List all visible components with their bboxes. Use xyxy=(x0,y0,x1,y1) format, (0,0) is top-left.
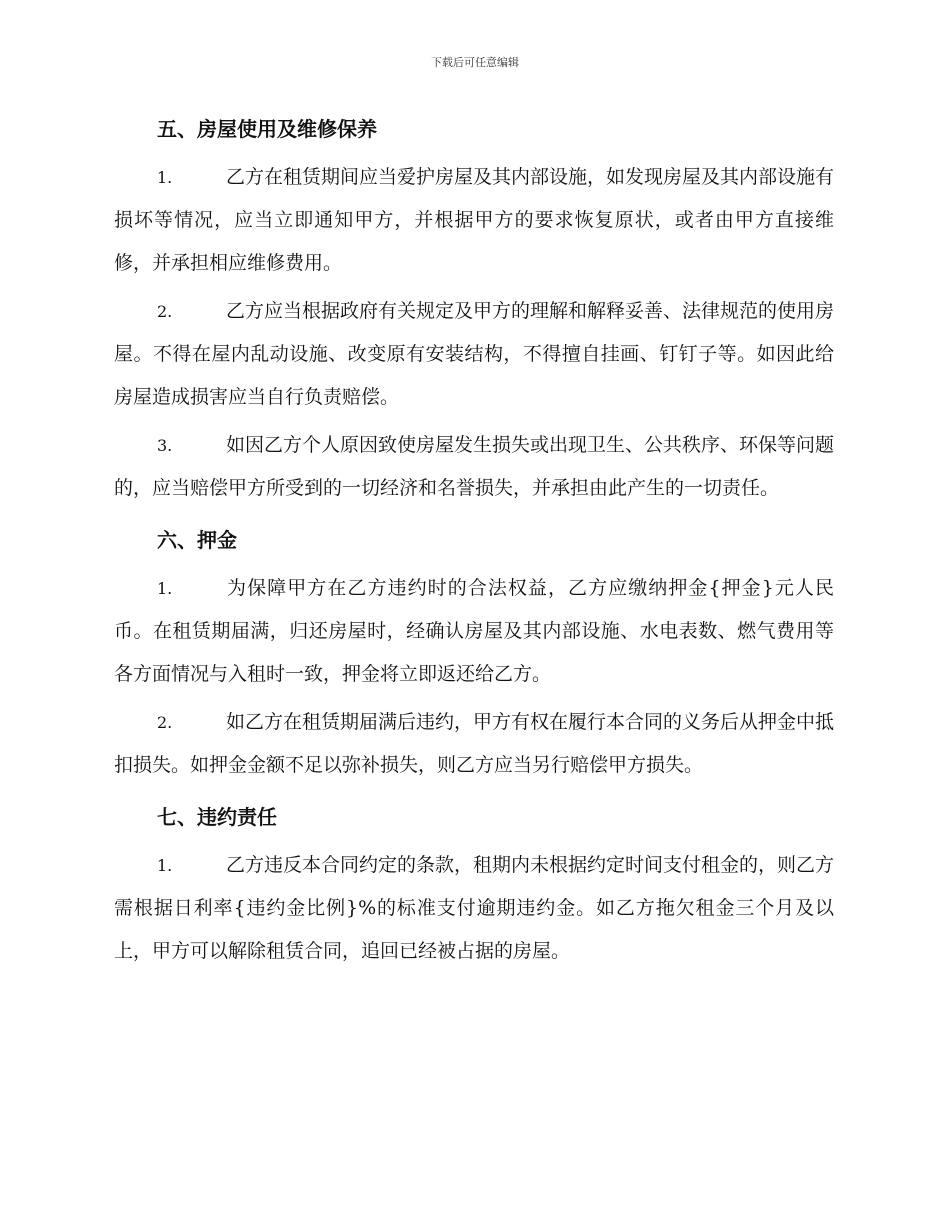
section-deposit xyxy=(114,519,834,787)
clause-paragraph xyxy=(114,424,834,510)
page-header: 下载后可任意编辑 xyxy=(431,56,519,69)
clause-text: 乙方应当根据政府有关规定及甲方的理解和解释妥善、法律规范的使用房屋。不得在屋内乱动设施、改变原有安装结构，不得擅自挂画、钉钉子等。如因此给房屋造成损害应当自行负责赔偿。 xyxy=(114,300,835,408)
section-heading: 五、房屋使用及维修保养 xyxy=(157,117,377,141)
clause-number: 3. xyxy=(157,436,173,455)
clause-number: 1. xyxy=(157,168,173,187)
clause-text: 乙方在租赁期间应当爱护房屋及其内部设施，如发现房屋及其内部设施有损坏等情况，应当立即通知甲方，并根据甲方的要求恢复原状，或者由甲方直接维修，并承担相应维修费用。 xyxy=(114,166,835,274)
section-heading: 六、押金 xyxy=(157,528,237,552)
clause-paragraph xyxy=(114,290,834,419)
clause-number: 2. xyxy=(157,713,173,732)
clause-number: 2. xyxy=(157,302,173,321)
section-breach-liability xyxy=(114,796,834,973)
clause-text: 乙方违反本合同约定的条款，租期内未根据约定时间支付租金的，则乙方需根据日利率{违约金比例}%的标准支付逾期违约金。如乙方拖欠租金三个月及以上，甲方可以解除租赁合同，追回已经被占据的房屋。 xyxy=(114,854,835,962)
clause-paragraph xyxy=(114,156,834,285)
clause-text: 如乙方在租赁期届满后违约，甲方有权在履行本合同的义务后从押金中抵扣损失。如押金金额不足以弥补损失，则乙方应当另行赔偿甲方损失。 xyxy=(114,711,835,776)
clause-text: 如因乙方个人原因致使房屋发生损失或出现卫生、公共秩序、环保等问题的，应当赔偿甲方所受到的一切经济和名誉损失，并承担由此产生的一切责任。 xyxy=(114,434,835,499)
document-body xyxy=(114,108,834,978)
clause-paragraph xyxy=(114,567,834,696)
clause-paragraph xyxy=(114,844,834,973)
section-heading: 七、违约责任 xyxy=(157,805,277,829)
clause-text: 为保障甲方在乙方违约时的合法权益，乙方应缴纳押金{押金}元人民币。在租赁期届满，归还房屋时，经确认房屋及其内部设施、水电表数、燃气费用等各方面情况与入租时一致，押金将立即返还给乙方。 xyxy=(114,577,834,685)
clause-number: 1. xyxy=(157,856,173,875)
clause-paragraph xyxy=(114,701,834,787)
clause-number: 1. xyxy=(157,579,173,598)
section-house-use-maintenance xyxy=(114,108,834,510)
